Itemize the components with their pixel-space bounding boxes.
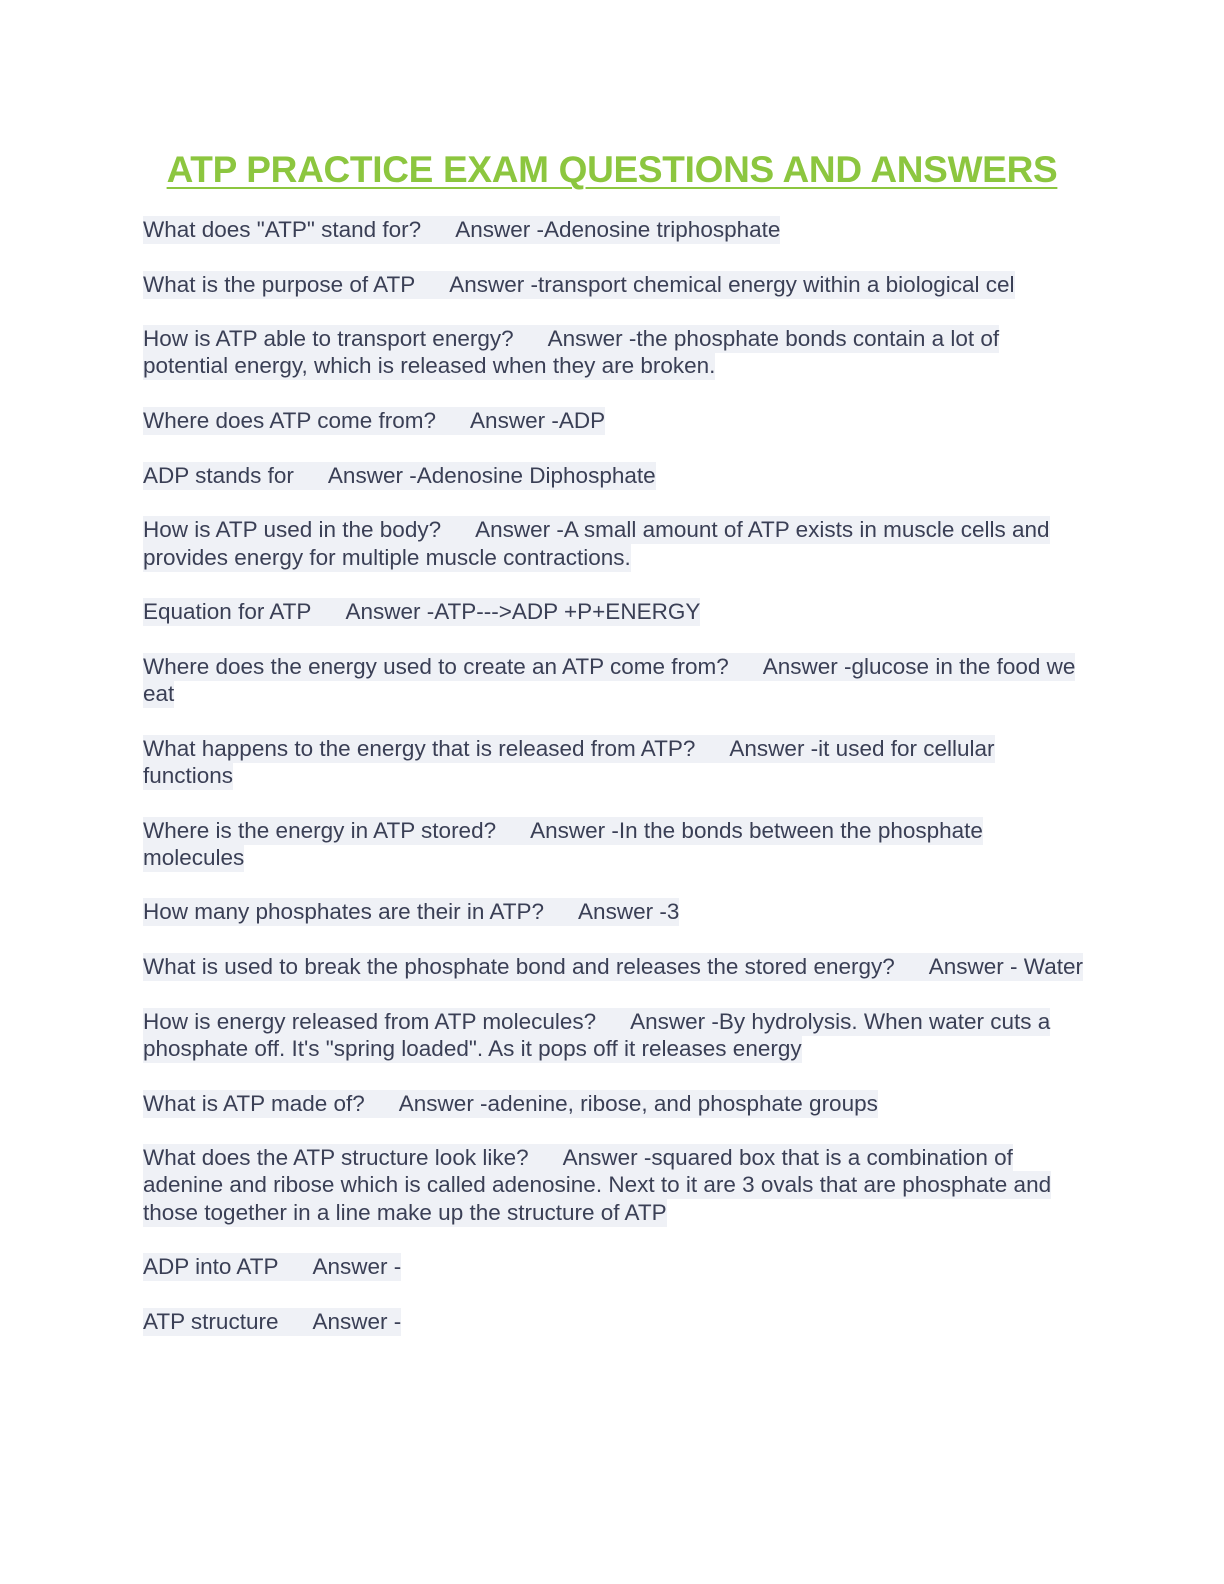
answer-text: Answer -glucose in the food we eat — [143, 653, 1076, 707]
qa-item-5 — [143, 462, 1083, 489]
qa-item-8 — [143, 653, 1083, 708]
question-text: ADP into ATP — [143, 1254, 279, 1280]
answer-text: Answer -ADP — [470, 408, 606, 434]
answer-text: Answer - — [312, 1254, 402, 1280]
answer-text: Answer -adenine, ribose, and phosphate groups — [398, 1090, 878, 1116]
answer-text: Answer -the phosphate bonds contain a lot of potential energy, which is released when they are broken. — [143, 326, 1000, 379]
answer-text: Answer -3 — [578, 899, 680, 925]
qa-item-6 — [143, 516, 1083, 571]
question-text: Equation for ATP — [143, 599, 312, 625]
qa-list — [143, 216, 1083, 1362]
document-title: ATP PRACTICE EXAM QUESTIONS AND ANSWERS — [166, 149, 1058, 190]
question-text: What does "ATP" stand for? — [143, 217, 422, 242]
answer-text: Answer -By hydrolysis. When water cuts a phosphate off. It's "spring loaded". As it pops off it releases energy — [143, 1008, 1051, 1061]
qa-item-17 — [143, 1308, 1083, 1335]
qa-item-9 — [143, 735, 1083, 790]
qa-item-14 — [143, 1090, 1083, 1117]
qa-item-13 — [143, 1008, 1083, 1063]
qa-item-1 — [143, 216, 1083, 243]
qa-item-10 — [143, 817, 1083, 872]
answer-text: Answer -In the bonds between the phosphate molecules — [143, 817, 983, 870]
question-text: What is the purpose of ATP — [143, 271, 416, 297]
qa-item-11 — [143, 898, 1083, 925]
answer-text: Answer -A small amount of ATP exists in muscle cells and provides energy for multiple muscle contractions. — [143, 517, 1050, 570]
qa-item-16 — [143, 1253, 1083, 1280]
answer-text: Answer -Adenosine Diphosphate — [327, 462, 656, 488]
question-text: How is ATP able to transport energy? — [143, 326, 514, 352]
answer-text: Answer - Water — [928, 954, 1083, 980]
question-text: What does the ATP structure look like? — [143, 1145, 529, 1171]
question-text: What happens to the energy that is released from ATP? — [143, 735, 696, 761]
question-text: ADP stands for — [143, 462, 294, 488]
qa-item-12 — [143, 953, 1083, 980]
question-text: Where is the energy in ATP stored? — [143, 817, 497, 843]
question-text: What is used to break the phosphate bond and releases the stored energy? — [143, 954, 895, 980]
answer-text: Answer -it used for cellular functions — [143, 735, 995, 788]
qa-item-4 — [143, 407, 1083, 434]
qa-item-2 — [143, 271, 1083, 298]
question-text: ATP structure — [143, 1308, 279, 1334]
qa-item-7 — [143, 598, 1083, 625]
question-text: Where does the energy used to create an ATP come from? — [143, 653, 729, 679]
answer-text: Answer -transport chemical energy within a biological cel — [449, 271, 1015, 297]
question-text: Where does ATP come from? — [143, 408, 437, 434]
answer-text: Answer -Adenosine triphosphate — [455, 217, 781, 242]
question-text: What is ATP made of? — [143, 1090, 365, 1116]
qa-item-3 — [143, 325, 1083, 380]
qa-item-15 — [143, 1144, 1083, 1226]
question-text: How is energy released from ATP molecules? — [143, 1008, 597, 1034]
answer-text: Answer -ATP--->ADP +P+ENERGY — [345, 599, 701, 625]
question-text: How is ATP used in the body? — [143, 517, 442, 543]
answer-text: Answer -squared box that is a combination of adenine and ribose which is called adenosine. Next to it are 3 ovals that are phosphate and those together in a line make up the structure of ATP — [143, 1145, 1052, 1225]
answer-text: Answer - — [312, 1308, 402, 1334]
question-text: How many phosphates are their in ATP? — [143, 899, 545, 925]
